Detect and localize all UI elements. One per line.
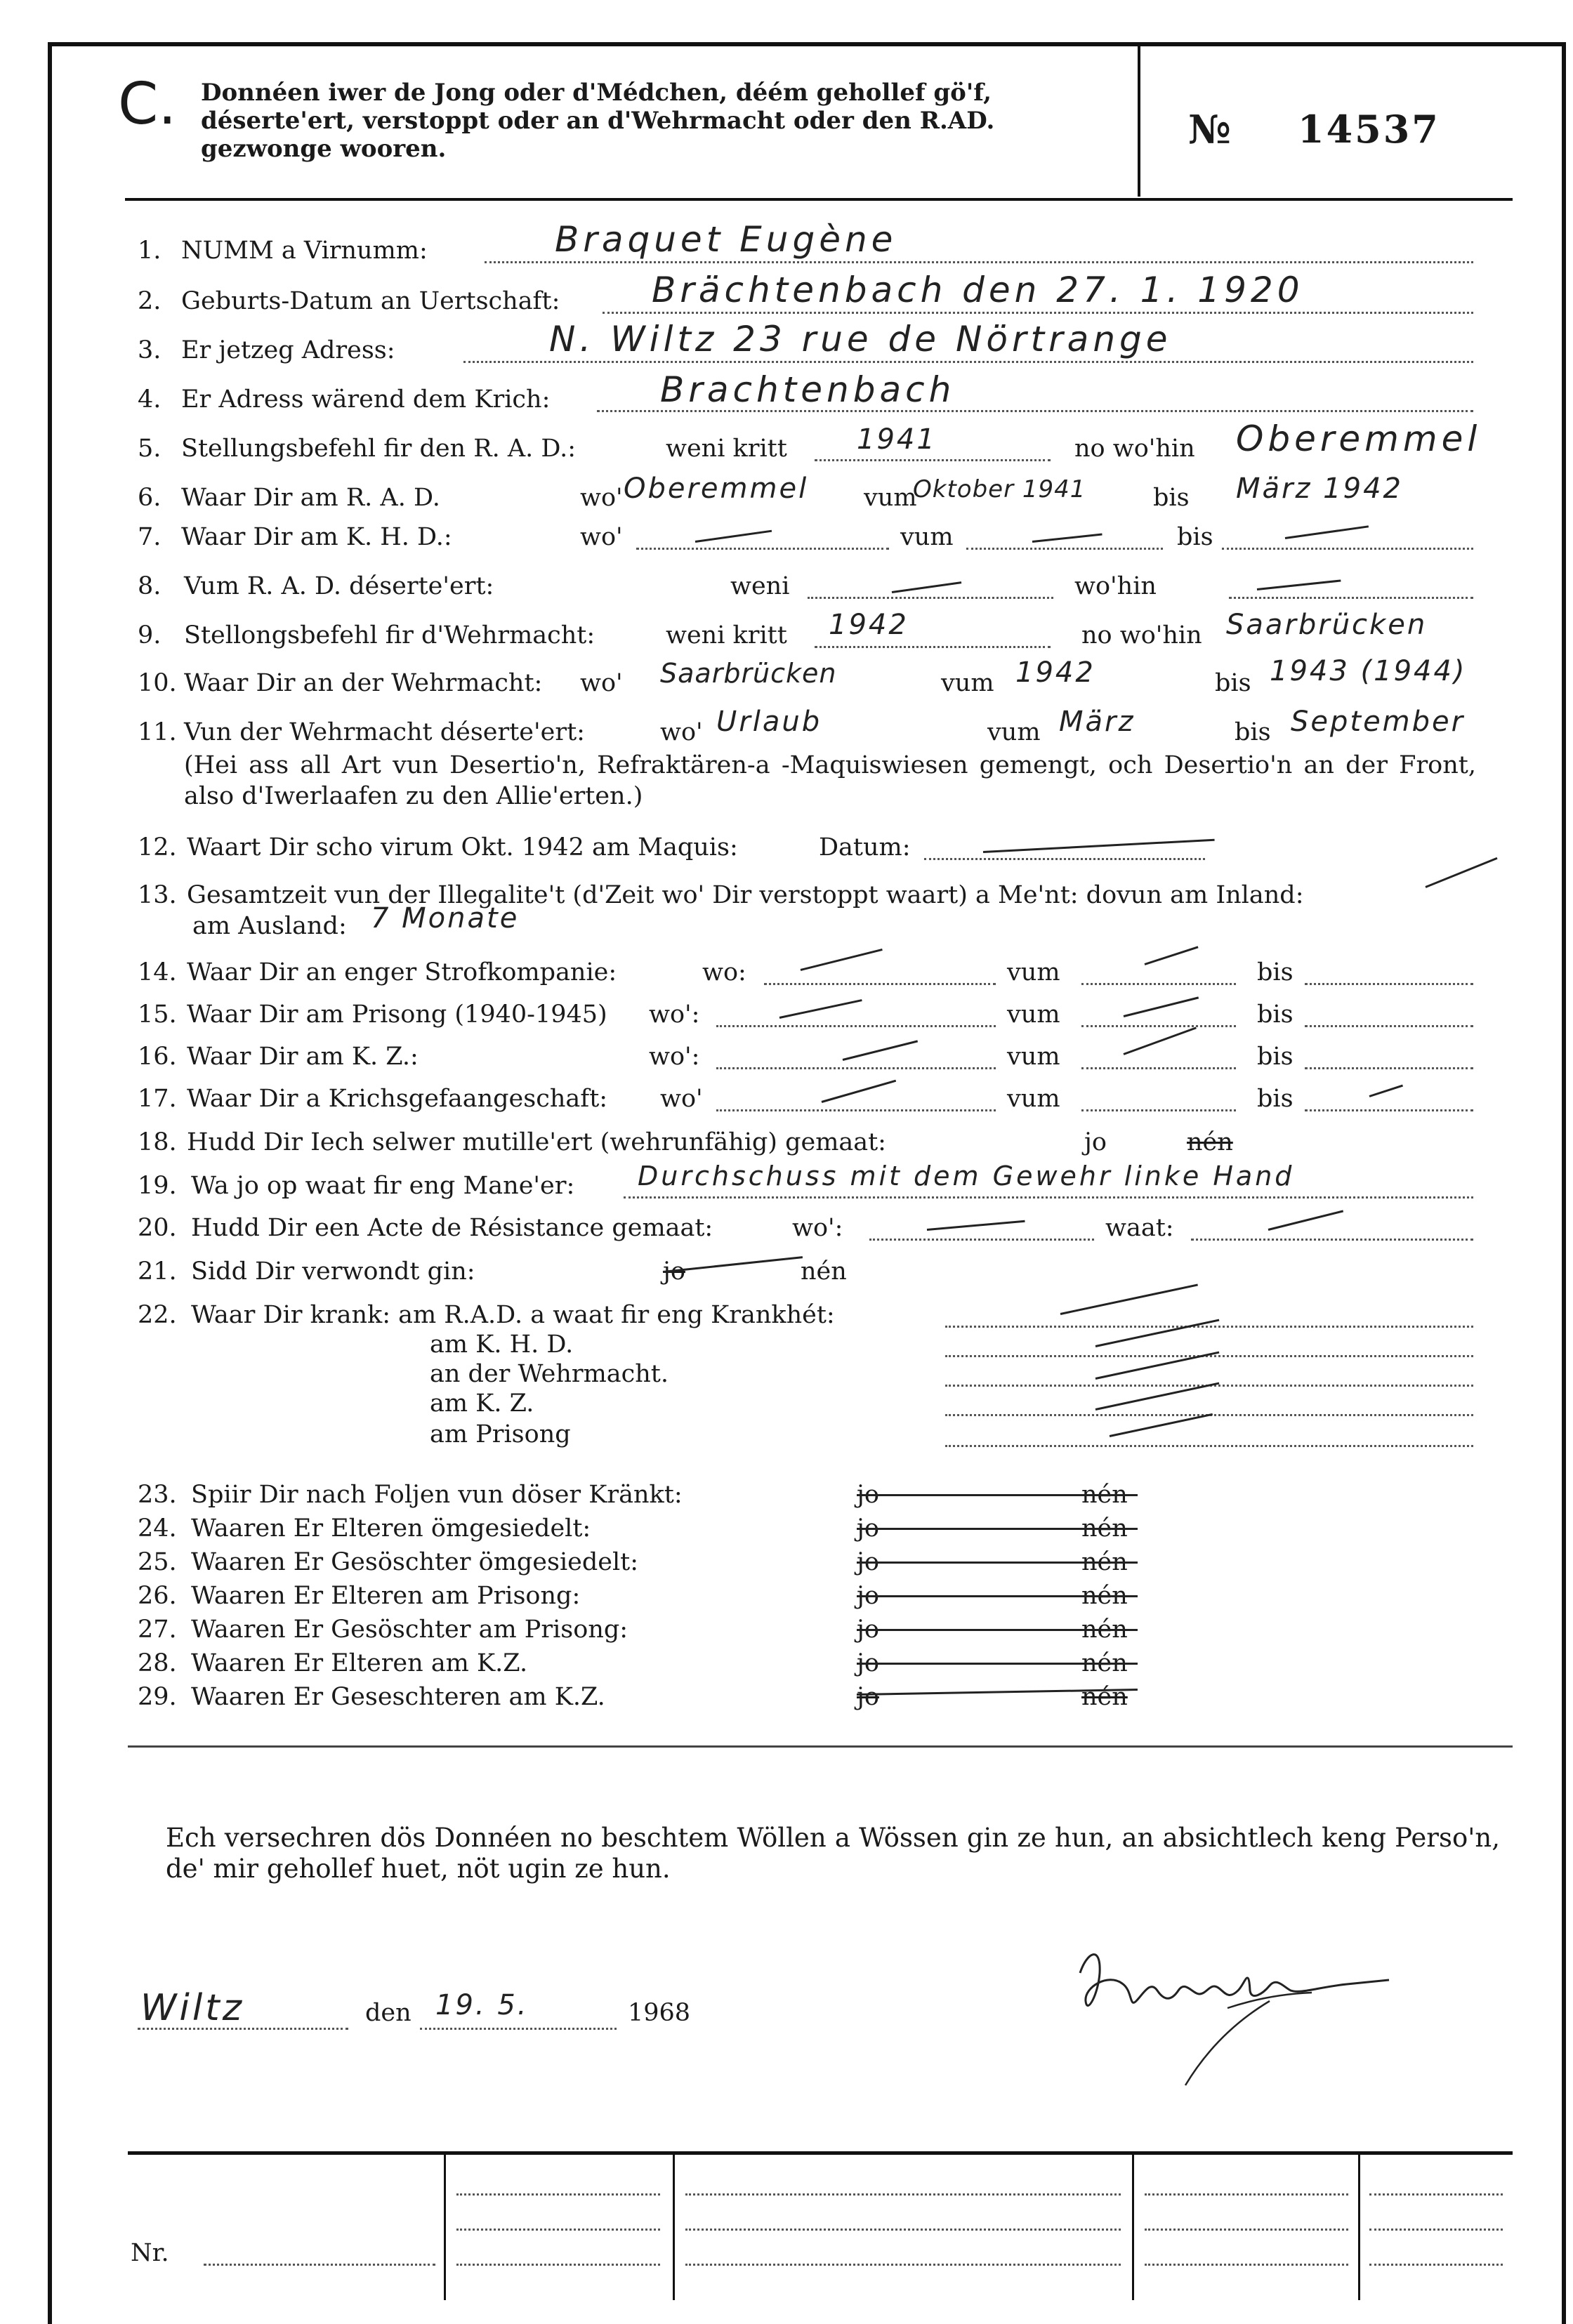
line-label-rad: Waar Dir am R. A. D. bbox=[181, 484, 440, 512]
fill-line bbox=[485, 261, 1473, 263]
fill-line bbox=[1369, 2264, 1503, 2266]
hw-mutilation: Durchschuss mit dem Gewehr linke Hand bbox=[638, 1161, 1295, 1191]
option-no: nén bbox=[1081, 1582, 1128, 1610]
line-number: 6. bbox=[138, 484, 162, 512]
fill-line bbox=[1229, 597, 1473, 599]
line-number: 4. bbox=[138, 385, 162, 414]
fill-line bbox=[1305, 1067, 1473, 1069]
hw-wm-to: 1943 (1944) bbox=[1270, 655, 1467, 687]
line-number: 18. bbox=[138, 1128, 177, 1156]
table-divider bbox=[1132, 2151, 1134, 2300]
option-no: nén bbox=[1081, 1683, 1128, 1711]
line-number: 13. bbox=[138, 881, 177, 909]
line-number: 27. bbox=[138, 1616, 177, 1644]
line-number: 9. bbox=[138, 621, 162, 649]
fill-line bbox=[1145, 2229, 1348, 2231]
fill-line bbox=[1305, 1025, 1473, 1027]
sick-khd: am K. H. D. bbox=[430, 1331, 574, 1359]
sick-prison: am Prisong bbox=[430, 1420, 571, 1448]
section-letter: C. bbox=[118, 71, 177, 138]
fill-line bbox=[1145, 2193, 1348, 2196]
hw-rad-when: 1941 bbox=[857, 423, 937, 456]
fill-line bbox=[463, 361, 1473, 363]
line-label-wm-desert: Vun der Wehrmacht déserte'ert: bbox=[184, 718, 585, 746]
fill-line bbox=[1081, 1067, 1236, 1069]
line-label-address: Er jetzeg Adress: bbox=[181, 336, 395, 364]
fill-line bbox=[1081, 1025, 1236, 1027]
line-number: 1. bbox=[138, 237, 162, 265]
option-no: nén bbox=[1081, 1649, 1128, 1677]
option-no: nén bbox=[801, 1257, 847, 1286]
line-label-maquis: Waart Dir scho virum Okt. 1942 am Maquis: bbox=[187, 833, 738, 861]
line-label-manner: Wa jo op waat fir eng Mane'er: bbox=[191, 1172, 575, 1200]
line-label-rad-desert: Vum R. A. D. déserte'ert: bbox=[184, 572, 494, 600]
fill-line bbox=[603, 312, 1473, 314]
line-11-note: (Hei ass all Art vun Desertio'n, Refraktären-a -Maquiswiesen gemengt, och Desertio'n an der Front, also d'Iwerlaafen zu den Allie'erten.) bbox=[184, 751, 1476, 810]
label-where: wo': bbox=[649, 1043, 700, 1071]
line-number: 7. bbox=[138, 523, 162, 551]
line-label-strofkompanie: Waar Dir an enger Strofkompanie: bbox=[187, 958, 617, 986]
hw-wm-where: Saarbrücken bbox=[1226, 609, 1428, 641]
signature-text: Braquet bbox=[1150, 1946, 1268, 1980]
line-number: 17. bbox=[138, 1085, 177, 1113]
label-from: vum bbox=[1007, 1001, 1060, 1029]
fill-line bbox=[1305, 1109, 1473, 1111]
fill-line bbox=[1191, 1239, 1473, 1241]
hw-desert-from: März bbox=[1059, 706, 1136, 738]
option-yes: jo bbox=[1084, 1128, 1107, 1156]
hw-abroad: 7 Monate bbox=[371, 902, 520, 935]
line-number: 12. bbox=[138, 833, 177, 861]
line-label-siblings-kz: Waaren Er Geseschteren am K.Z. bbox=[191, 1683, 605, 1711]
line-number: 15. bbox=[138, 1001, 177, 1029]
hw-name: Braquet Eugène bbox=[555, 219, 897, 260]
fill-line bbox=[636, 548, 889, 550]
fill-line bbox=[869, 1239, 1094, 1241]
fill-line bbox=[597, 410, 1473, 412]
line-label-war-address: Er Adress wärend dem Krich: bbox=[181, 385, 551, 414]
line-number: 24. bbox=[138, 1514, 177, 1543]
hw-wm-from: 1942 bbox=[1015, 656, 1095, 689]
line-number: 8. bbox=[138, 572, 162, 600]
hw-desert-to: September bbox=[1291, 706, 1466, 738]
line-label-siblings-prison: Waaren Er Gesöschter am Prisong: bbox=[191, 1616, 628, 1644]
fill-line bbox=[716, 1025, 996, 1027]
table-divider bbox=[673, 2151, 675, 2300]
fill-line bbox=[966, 548, 1163, 550]
option-yes: jo bbox=[857, 1514, 879, 1543]
dash-mark bbox=[857, 1562, 1138, 1564]
fill-line bbox=[808, 597, 1053, 599]
line-label-wm-order: Stellongsbefehl fir d'Wehrmacht: bbox=[184, 621, 595, 649]
option-yes: jo bbox=[857, 1582, 879, 1610]
line-label-wm: Waar Dir an der Wehrmacht: bbox=[184, 669, 543, 697]
line-number: 23. bbox=[138, 1481, 177, 1509]
declaration-text: Ech versechren dös Donnéen no beschtem Wöllen a Wössen gin ze hun, an absichtlech keng Perso'n, de' mir gehollef huet, nöt ugin ze hun. bbox=[166, 1823, 1500, 1884]
option-no: nén bbox=[1081, 1481, 1128, 1509]
line-number: 28. bbox=[138, 1649, 177, 1677]
form-title: Donnéen iwer de Jong oder d'Médchen, déém gehollef gö'f, déserte'ert, verstoppt oder an d'Wehrmacht oder den R.AD. gezwonge wooren. bbox=[201, 79, 995, 163]
line-label-pow: Waar Dir a Krichsgefaangeschaft: bbox=[187, 1085, 608, 1113]
option-no: nén bbox=[1187, 1128, 1233, 1156]
dash-mark bbox=[857, 1663, 1138, 1665]
fill-line bbox=[1369, 2229, 1503, 2231]
option-yes: jo bbox=[857, 1683, 879, 1711]
label-where: wo: bbox=[702, 958, 746, 986]
hw-wm-at: Saarbrücken bbox=[660, 658, 837, 689]
hw-birth: Brächtenbach den 27. 1. 1920 bbox=[652, 270, 1304, 310]
hw-rad-at: Oberemmel bbox=[624, 473, 809, 505]
fill-line bbox=[624, 1196, 1473, 1199]
line-number: 16. bbox=[138, 1043, 177, 1071]
table-divider bbox=[1358, 2151, 1360, 2300]
label-to: bis bbox=[1257, 958, 1294, 986]
label-from: vum bbox=[941, 669, 994, 697]
label-where: wo': bbox=[792, 1214, 843, 1242]
table-top-rule bbox=[128, 2151, 1513, 2155]
line-number: 14. bbox=[138, 958, 177, 986]
line-label-parents-kz: Waaren Er Elteren am K.Z. bbox=[191, 1649, 528, 1677]
fill-line bbox=[204, 2264, 435, 2266]
hw-rad-where: Oberemmel bbox=[1236, 418, 1482, 459]
hw-wm-when: 1942 bbox=[829, 609, 909, 641]
label-where: wo' bbox=[660, 1085, 703, 1113]
fill-line bbox=[685, 2229, 1121, 2231]
label-to: bis bbox=[1215, 669, 1251, 697]
line-number: 5. bbox=[138, 435, 162, 463]
label-abroad: am Ausland: bbox=[192, 912, 347, 940]
label-from: vum bbox=[1007, 958, 1060, 986]
line-label-rad-order: Stellungsbefehl fir den R. A. D.: bbox=[181, 435, 577, 463]
label-from: vum bbox=[1007, 1043, 1060, 1071]
hw-place: Wiltz bbox=[140, 1987, 244, 2029]
line-label-wounded: Sidd Dir verwondt gin: bbox=[191, 1257, 475, 1286]
option-yes: jo bbox=[857, 1649, 879, 1677]
option-yes: jo bbox=[857, 1548, 879, 1576]
label-to: bis bbox=[1257, 1001, 1294, 1029]
fill-line bbox=[456, 2193, 660, 2196]
line-label-illegality: Gesamtzeit vun der Illegalite't (d'Zeit wo' Dir verstoppt waart) a Me'nt: dovun am Inland: bbox=[187, 881, 1304, 909]
line-label-resistance: Hudd Dir een Acte de Résistance gemaat: bbox=[191, 1214, 713, 1242]
label-year: 1968 bbox=[628, 1999, 691, 2027]
line-number: 10. bbox=[138, 669, 177, 697]
dash-mark bbox=[857, 1629, 1138, 1631]
signature bbox=[1066, 1924, 1403, 2092]
line-label-siblings-resettled: Waaren Er Gesöschter ömgesiedelt: bbox=[191, 1548, 639, 1576]
line-label-prison: Waar Dir am Prisong (1940-1945) bbox=[187, 1001, 607, 1029]
label-den: den bbox=[365, 1999, 412, 2027]
dash-mark bbox=[857, 1494, 1138, 1496]
header-divider bbox=[1138, 45, 1140, 197]
label-from: vum bbox=[1007, 1085, 1060, 1113]
fill-line bbox=[1305, 983, 1473, 985]
label-where: wo' bbox=[580, 669, 623, 697]
line-label-kz: Waar Dir am K. Z.: bbox=[187, 1043, 419, 1071]
line-number: 22. bbox=[138, 1301, 177, 1329]
line-label-parents-resettled: Waaren Er Elteren ömgesiedelt: bbox=[191, 1514, 591, 1543]
line-number: 11. bbox=[138, 718, 177, 746]
label-from: vum bbox=[987, 718, 1041, 746]
fill-line bbox=[945, 1326, 1473, 1328]
dash-mark bbox=[857, 1528, 1138, 1530]
line-label-sick: Waar Dir krank: am R.A.D. a waat fir eng Krankhét: bbox=[191, 1301, 835, 1329]
fill-line bbox=[1081, 983, 1236, 985]
label-to: bis bbox=[1257, 1043, 1294, 1071]
line-number: 3. bbox=[138, 336, 162, 364]
hw-address: N. Wiltz 23 rue de Nörtrange bbox=[549, 319, 1172, 359]
sick-kz: am K. Z. bbox=[430, 1389, 534, 1418]
section-rule bbox=[128, 1745, 1513, 1748]
option-no: nén bbox=[1081, 1616, 1128, 1644]
fill-line bbox=[924, 858, 1205, 860]
number-symbol: № bbox=[1188, 107, 1231, 153]
label-nr: Nr. bbox=[131, 2239, 169, 2267]
fill-line bbox=[815, 459, 1051, 461]
label-to: bis bbox=[1235, 718, 1271, 746]
label-where: wo' bbox=[580, 523, 623, 551]
dash-mark bbox=[857, 1595, 1138, 1597]
label-when: weni bbox=[730, 572, 790, 600]
fill-line bbox=[138, 2028, 348, 2030]
table-divider bbox=[444, 2151, 446, 2300]
fill-line bbox=[716, 1109, 996, 1111]
line-number: 29. bbox=[138, 1683, 177, 1711]
line-label-name: NUMM a Virnumm: bbox=[181, 237, 428, 265]
form-number: 14537 bbox=[1298, 107, 1440, 152]
line-label-birth: Geburts-Datum an Uertschaft: bbox=[181, 287, 560, 315]
label-where: wo': bbox=[649, 1001, 700, 1029]
fill-line bbox=[456, 2264, 660, 2266]
fill-line bbox=[945, 1445, 1473, 1447]
label-where: wo' bbox=[660, 718, 703, 746]
option-yes: jo bbox=[857, 1616, 879, 1644]
option-yes: jo bbox=[857, 1481, 879, 1509]
option-yes: jo bbox=[663, 1257, 685, 1286]
fill-line bbox=[685, 2264, 1121, 2266]
fill-line bbox=[685, 2193, 1121, 2196]
fill-line bbox=[764, 983, 996, 985]
line-label-mutilation: Hudd Dir Iech selwer mutille'ert (wehrunfähig) gemaat: bbox=[187, 1128, 886, 1156]
line-number: 26. bbox=[138, 1582, 177, 1610]
label-when: weni kritt bbox=[666, 435, 787, 463]
label-from: vum bbox=[900, 523, 954, 551]
fill-line bbox=[1081, 1109, 1236, 1111]
hw-rad-from: Oktober 1941 bbox=[913, 475, 1086, 503]
label-to: bis bbox=[1257, 1085, 1294, 1113]
hw-war-address: Brachtenbach bbox=[660, 369, 956, 410]
header-rule bbox=[125, 198, 1513, 201]
fill-line bbox=[716, 1067, 996, 1069]
fill-line bbox=[1369, 2193, 1503, 2196]
line-number: 20. bbox=[138, 1214, 177, 1242]
fill-line bbox=[420, 2028, 617, 2030]
fill-line bbox=[815, 646, 1051, 648]
line-number: 21. bbox=[138, 1257, 177, 1286]
label-when: weni kritt bbox=[666, 621, 787, 649]
fill-line bbox=[1145, 2264, 1348, 2266]
label-whereto: no wo'hin bbox=[1074, 435, 1195, 463]
label-to: bis bbox=[1177, 523, 1213, 551]
hw-rad-to: März 1942 bbox=[1236, 473, 1403, 505]
line-number: 25. bbox=[138, 1548, 177, 1576]
fill-line bbox=[1222, 548, 1473, 550]
fill-line bbox=[456, 2229, 660, 2231]
label-whereto: wo'hin bbox=[1074, 572, 1157, 600]
line-label-khd: Waar Dir am K. H. D.: bbox=[181, 523, 452, 551]
label-where: wo' bbox=[580, 484, 623, 512]
label-to: bis bbox=[1153, 484, 1190, 512]
label-from: vum bbox=[864, 484, 917, 512]
label-whereto: no wo'hin bbox=[1081, 621, 1202, 649]
line-label-parents-prison: Waaren Er Elteren am Prisong: bbox=[191, 1582, 581, 1610]
sick-wehrmacht: an der Wehrmacht. bbox=[430, 1360, 669, 1388]
line-label-aftereffects: Spiir Dir nach Foljen vun döser Kränkt: bbox=[191, 1481, 683, 1509]
option-no: nén bbox=[1081, 1514, 1128, 1543]
label-what: waat: bbox=[1105, 1214, 1174, 1242]
label-date: Datum: bbox=[819, 833, 911, 861]
option-no: nén bbox=[1081, 1548, 1128, 1576]
hw-desert-where: Urlaub bbox=[716, 706, 822, 738]
line-number: 19. bbox=[138, 1172, 177, 1200]
hw-date: 19. 5. bbox=[435, 1989, 529, 2021]
line-number: 2. bbox=[138, 287, 162, 315]
